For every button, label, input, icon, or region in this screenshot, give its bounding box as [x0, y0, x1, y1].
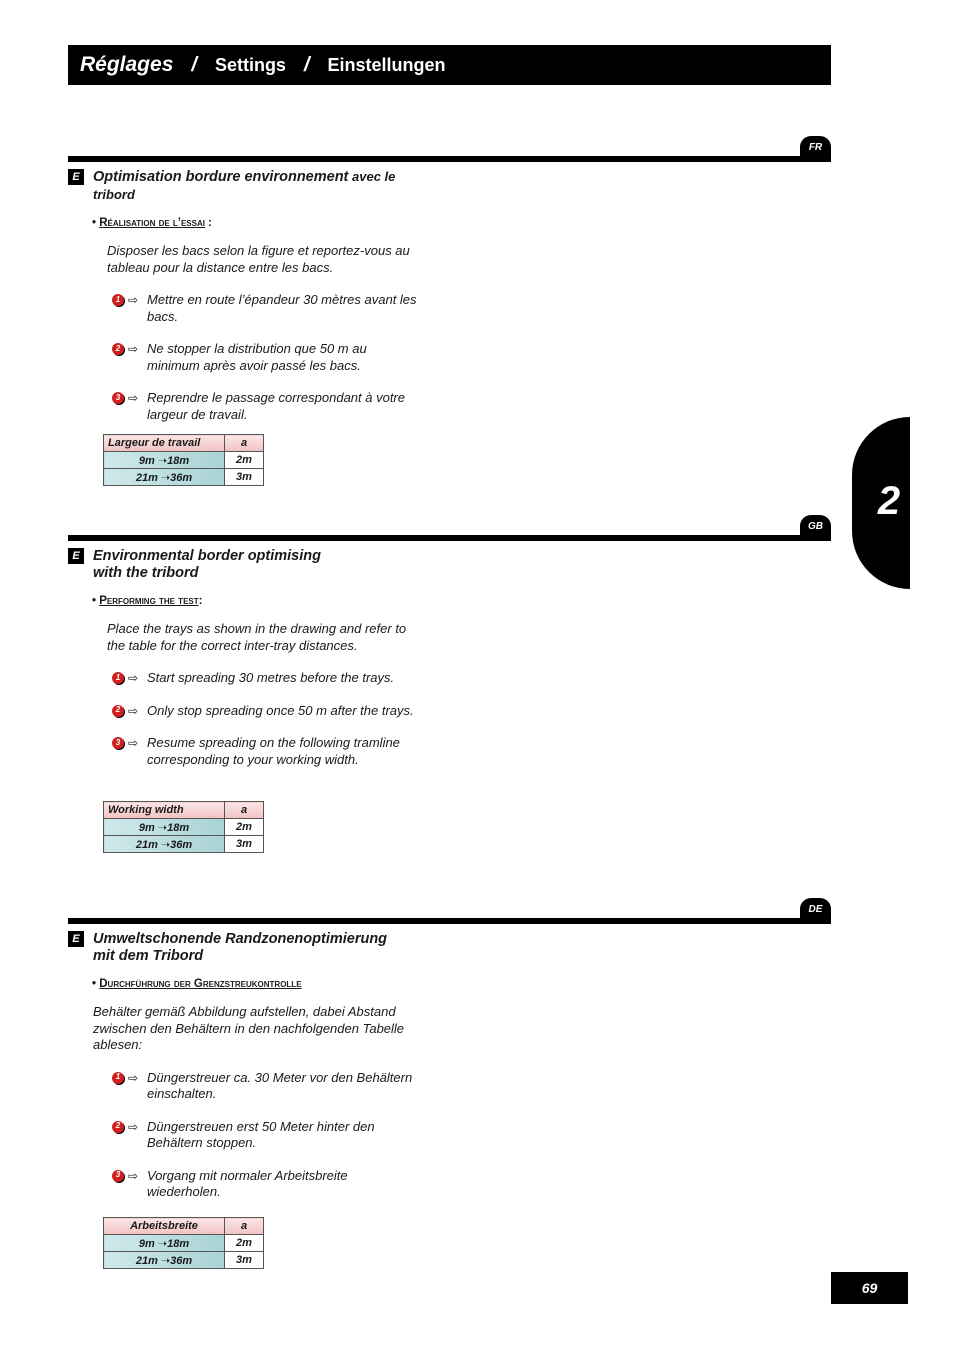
subheading: • Performing the test:: [92, 595, 203, 607]
header-title-de: Einstellungen: [327, 54, 446, 75]
arrow-right-icon: ⇨: [128, 671, 139, 685]
table-header: Arbeitsbreite: [104, 1218, 225, 1235]
step-number-badge: 1: [112, 1072, 124, 1084]
language-tab-fr: FR: [800, 136, 831, 158]
section-title: Environmental border optimising with the tribord: [93, 548, 321, 581]
section-rule: [68, 918, 831, 924]
table-header: a: [225, 435, 264, 452]
distance-table-gb: [103, 801, 264, 853]
section-heading: [68, 930, 468, 965]
table-header: a: [225, 802, 264, 819]
chapter-number: 2: [877, 479, 901, 523]
table-row: 9m ➝18m 2m: [104, 819, 264, 836]
table-header: Largeur de travail: [104, 435, 225, 452]
section-marker: E: [68, 548, 84, 564]
step-number-badge: 3: [112, 1170, 124, 1182]
header-separator: /: [303, 53, 310, 76]
section-gb: [68, 547, 468, 768]
table-row: 21m ➝36m 3m: [104, 469, 264, 486]
step-number-badge: 2: [112, 705, 124, 717]
arrow-right-icon: ⇨: [128, 1070, 139, 1085]
section-marker: E: [68, 931, 84, 947]
step-2: 2 ⇨ Only stop spreading once 50 m after the trays.: [68, 703, 417, 720]
arrow-right-icon: ⇨: [128, 1168, 139, 1183]
table-header: a: [225, 1218, 264, 1235]
section-marker: E: [68, 169, 84, 185]
section-fr: [68, 168, 468, 423]
subheading: • Réalisation de l’essai :: [92, 217, 213, 229]
step-3: 3 ⇨ Resume spreading on the following tramline corresponding to your working width.: [68, 735, 417, 768]
arrow-right-icon: ⇨: [128, 342, 139, 356]
section-title: Umweltschonende Randzonenoptimierung mit dem Tribord: [93, 931, 388, 964]
intro-text: Behälter gemäß Abbildung aufstellen, dabei Abstand zwischen den Behältern in den nachfolgenden Tabelle ablesen:: [93, 1004, 405, 1052]
step-1: 1 ⇨ Start spreading 30 metres before the trays.: [68, 670, 417, 687]
step-number-badge: 3: [112, 392, 124, 404]
arrow-right-icon: ⇨: [128, 703, 139, 718]
step-number-badge: 1: [112, 294, 124, 306]
section-rule: [68, 535, 831, 541]
arrow-right-icon: ⇨: [128, 293, 139, 307]
section-title: Optimisation bordure environnement avec le tribord: [93, 169, 396, 202]
page-number: 69: [831, 1272, 908, 1304]
intro-text: Disposer les bacs selon la figure et reportez-vous au tableau pour la distance entre les bacs.: [107, 243, 410, 275]
subheading: • Durchführung der Grenzstreukontrolle: [92, 978, 302, 990]
header-separator: /: [191, 53, 197, 76]
step-number-badge: 1: [112, 672, 124, 684]
arrow-right-icon: ⇨: [128, 1119, 139, 1134]
table-row: 21m ➝36m 3m: [104, 1252, 264, 1269]
section-heading: [68, 547, 468, 582]
step-1: 1 ⇨ Mettre en route l’épandeur 30 mètres avant les bacs.: [68, 292, 417, 325]
table-row: 9m ➝18m 2m: [104, 1235, 264, 1252]
step-2: 2 ⇨ Ne stopper la distribution que 50 m au minimum après avoir passé les bacs.: [68, 341, 417, 374]
header-title-gb: Settings: [214, 54, 286, 75]
step-number-badge: 2: [112, 343, 124, 355]
arrow-right-icon: ⇨: [128, 736, 139, 750]
step-number-badge: 2: [112, 1121, 124, 1133]
page-header: [68, 45, 831, 85]
section-de: [68, 930, 468, 1201]
step-2: 2 ⇨ Düngerstreuen erst 50 Meter hinter den Behältern stoppen.: [68, 1119, 417, 1152]
step-number-badge: 3: [112, 737, 124, 749]
language-tab-gb: GB: [800, 515, 831, 537]
header-title-fr: Réglages: [80, 53, 174, 76]
table-header: Working width: [104, 802, 225, 819]
table-row: 21m ➝36m 3m: [104, 836, 264, 853]
language-tab-de: DE: [800, 898, 831, 920]
intro-text: Place the trays as shown in the drawing and refer to the table for the correct inter-tray distances.: [107, 621, 407, 653]
section-rule: [68, 156, 831, 162]
step-3: 3 ⇨ Vorgang mit normaler Arbeitsbreite wiederholen.: [68, 1168, 417, 1201]
table-row: 9m ➝18m 2m: [104, 452, 264, 469]
step-3: 3 ⇨ Reprendre le passage correspondant à votre largeur de travail.: [68, 390, 417, 423]
step-1: 1 ⇨ Düngerstreuer ca. 30 Meter vor den Behältern einschalten.: [68, 1070, 417, 1103]
distance-table-de: [103, 1217, 264, 1269]
distance-table-fr: [103, 434, 264, 486]
section-heading: [68, 168, 468, 204]
arrow-right-icon: ⇨: [128, 391, 139, 405]
